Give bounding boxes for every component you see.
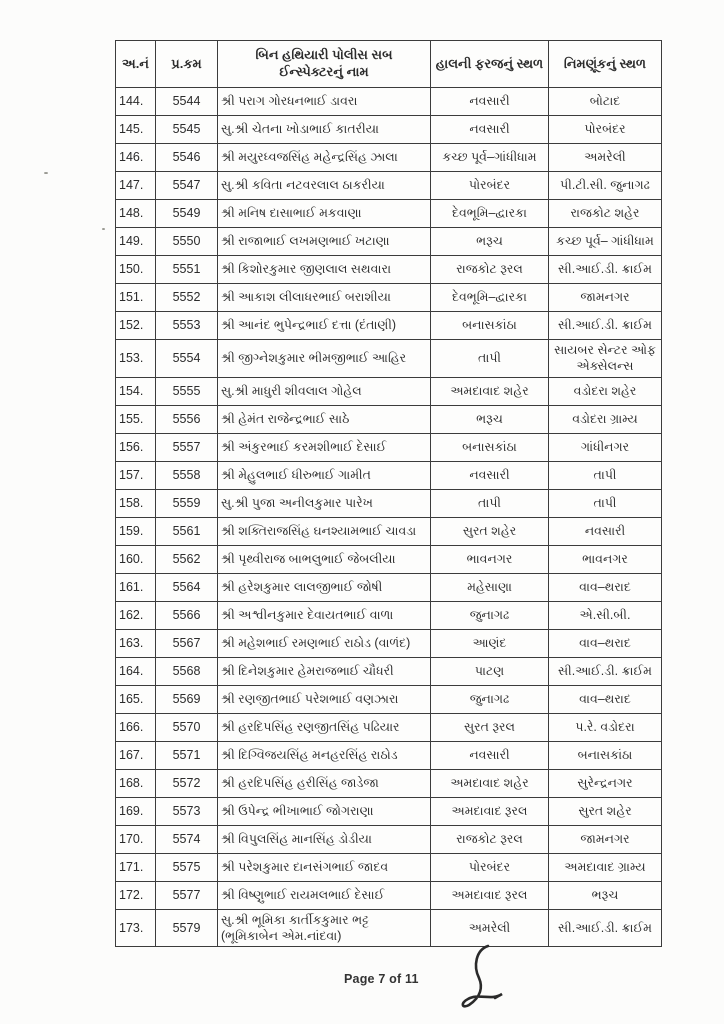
psi-name-cell: શ્રી મયુરધ્વજસિંહ મહેન્દ્રસિંહ ઝાલા bbox=[218, 144, 431, 172]
psi-name-cell: શ્રી હરદિપસિંહ રણજીતસિંહ પઢિયાર bbox=[218, 713, 431, 741]
appointment-place-cell: કચ્છ પૂર્વ– ગાંધીધામ bbox=[549, 228, 662, 256]
appointment-place-cell: વાવ–થરાદ bbox=[549, 573, 662, 601]
current-duty-place-cell: રાજકોટ રૂરલ bbox=[431, 256, 549, 284]
current-duty-place-cell: જુનાગઢ bbox=[431, 601, 549, 629]
signature-icon bbox=[448, 942, 510, 1018]
psi-name-cell: શ્રી ઉપેન્દ્ર ભીખાભાઈ જોગરાણા bbox=[218, 797, 431, 825]
appointment-place-cell: જામનગર bbox=[549, 284, 662, 312]
psi-name-cell: સુ.શ્રી ચેતના ખોડાભાઈ કાતરીયા bbox=[218, 116, 431, 144]
appointment-place-cell: વડોદરા ગ્રામ્ય bbox=[549, 405, 662, 433]
table-row bbox=[116, 284, 662, 312]
table-row bbox=[116, 573, 662, 601]
order-no-cell: 5547 bbox=[156, 172, 218, 200]
serial-no-cell: 155. bbox=[116, 405, 156, 433]
psi-name-cell: સુ.શ્રી માધુરી શીવલાલ ગોહેલ bbox=[218, 377, 431, 405]
psi-name-cell: શ્રી વિપુલસિંહ માનસિંહ ડોડીયા bbox=[218, 825, 431, 853]
appointment-place-cell: જામનગર bbox=[549, 825, 662, 853]
current-duty-place-cell: તાપી bbox=[431, 489, 549, 517]
serial-no-cell: 161. bbox=[116, 573, 156, 601]
current-duty-place-cell: દેવભૂમિ–દ્વારકા bbox=[431, 200, 549, 228]
table-row bbox=[116, 340, 662, 378]
order-no-cell: 5549 bbox=[156, 200, 218, 228]
appointment-place-cell: તાપી bbox=[549, 461, 662, 489]
table-row bbox=[116, 312, 662, 340]
appointment-place-cell: પી.ટી.સી. જુનાગઢ bbox=[549, 172, 662, 200]
serial-no-cell: 167. bbox=[116, 741, 156, 769]
serial-no-cell: 146. bbox=[116, 144, 156, 172]
col-header-order-no: પ્ર.કમ bbox=[156, 41, 218, 88]
appointment-place-cell: વાવ–થરાદ bbox=[549, 685, 662, 713]
table-row bbox=[116, 405, 662, 433]
table-row bbox=[116, 200, 662, 228]
scan-speck bbox=[44, 172, 48, 174]
psi-name-cell: શ્રી મનિષ દાસાભાઈ મકવાણા bbox=[218, 200, 431, 228]
table-row bbox=[116, 881, 662, 909]
table-row bbox=[116, 256, 662, 284]
current-duty-place-cell: બનાસકાંઠા bbox=[431, 312, 549, 340]
serial-no-cell: 162. bbox=[116, 601, 156, 629]
order-no-cell: 5561 bbox=[156, 517, 218, 545]
table-row bbox=[116, 769, 662, 797]
current-duty-place-cell: સુરત રૂરલ bbox=[431, 713, 549, 741]
appointment-place-cell: બોટાદ bbox=[549, 88, 662, 116]
current-duty-place-cell: બનાસકાંઠા bbox=[431, 433, 549, 461]
serial-no-cell: 173. bbox=[116, 909, 156, 947]
appointment-place-cell: સી.આઈ.ડી. ક્રાઈમ bbox=[549, 312, 662, 340]
appointment-place-cell: બનાસકાંઠા bbox=[549, 741, 662, 769]
appointment-place-cell: સી.આઈ.ડી. ક્રાઈમ bbox=[549, 657, 662, 685]
scan-speck bbox=[102, 228, 105, 230]
serial-no-cell: 163. bbox=[116, 629, 156, 657]
order-no-cell: 5556 bbox=[156, 405, 218, 433]
current-duty-place-cell: અમરેલી bbox=[431, 909, 549, 947]
appointment-place-cell: સુરેન્દ્રનગર bbox=[549, 769, 662, 797]
current-duty-place-cell: કચ્છ પૂર્વ–ગાંધીધામ bbox=[431, 144, 549, 172]
table-row bbox=[116, 741, 662, 769]
order-no-cell: 5574 bbox=[156, 825, 218, 853]
table-row bbox=[116, 545, 662, 573]
current-duty-place-cell: પોરબંદર bbox=[431, 853, 549, 881]
psi-name-cell: શ્રી અશ્વીનકુમાર દેવાયતભાઈ વાળા bbox=[218, 601, 431, 629]
order-no-cell: 5567 bbox=[156, 629, 218, 657]
appointment-place-cell: સાયબર સેન્ટર ઓફ એક્સેલન્સ bbox=[549, 340, 662, 378]
serial-no-cell: 168. bbox=[116, 769, 156, 797]
order-no-cell: 5544 bbox=[156, 88, 218, 116]
current-duty-place-cell: નવસારી bbox=[431, 461, 549, 489]
psi-name-cell: શ્રી આકાશ લીલાધરભાઈ બરાશીયા bbox=[218, 284, 431, 312]
serial-no-cell: 149. bbox=[116, 228, 156, 256]
order-no-cell: 5579 bbox=[156, 909, 218, 947]
serial-no-cell: 157. bbox=[116, 461, 156, 489]
serial-no-cell: 151. bbox=[116, 284, 156, 312]
psi-name-cell: શ્રી દિગ્વિજયસિંહ મનહરસિંહ રાઠોડ bbox=[218, 741, 431, 769]
psi-name-cell: શ્રી અંકુરભાઈ કરમશીભાઈ દેસાઈ bbox=[218, 433, 431, 461]
psi-name-cell: શ્રી મહેશભાઈ રમણભાઈ રાઠોડ (વાળંદ) bbox=[218, 629, 431, 657]
appointment-place-cell: નવસારી bbox=[549, 517, 662, 545]
order-no-cell: 5572 bbox=[156, 769, 218, 797]
serial-no-cell: 147. bbox=[116, 172, 156, 200]
serial-no-cell: 172. bbox=[116, 881, 156, 909]
serial-no-cell: 150. bbox=[116, 256, 156, 284]
psi-name-cell: શ્રી હેમંત રાજેન્દ્રભાઈ સાઠે bbox=[218, 405, 431, 433]
order-no-cell: 5558 bbox=[156, 461, 218, 489]
psi-name-cell: શ્રી કિશોરકુમાર જીણલાલ સથવારા bbox=[218, 256, 431, 284]
order-no-cell: 5559 bbox=[156, 489, 218, 517]
appointment-place-cell: અમદાવાદ ગ્રામ્ય bbox=[549, 853, 662, 881]
appointment-place-cell: સુરત શહેર bbox=[549, 797, 662, 825]
appointment-place-cell: ભાવનગર bbox=[549, 545, 662, 573]
table-row bbox=[116, 657, 662, 685]
current-duty-place-cell: ભરૂચ bbox=[431, 405, 549, 433]
psi-name-cell: શ્રી પરેશકુમાર દાનસંગભાઈ જાદવ bbox=[218, 853, 431, 881]
psi-name-cell: શ્રી મેહુલભાઈ ધીરુભાઈ ગામીત bbox=[218, 461, 431, 489]
table-row bbox=[116, 797, 662, 825]
order-no-cell: 5553 bbox=[156, 312, 218, 340]
table-row bbox=[116, 489, 662, 517]
current-duty-place-cell: રાજકોટ રૂરલ bbox=[431, 825, 549, 853]
serial-no-cell: 154. bbox=[116, 377, 156, 405]
order-no-cell: 5575 bbox=[156, 853, 218, 881]
col-header-serial-no: અ.નં bbox=[116, 41, 156, 88]
current-duty-place-cell: અમદાવાદ રૂરલ bbox=[431, 797, 549, 825]
serial-no-cell: 145. bbox=[116, 116, 156, 144]
psi-name-cell: શ્રી પૃથ્વીરાજ બાભલુભાઈ જેબલીયા bbox=[218, 545, 431, 573]
page-number: Page 7 of 11 bbox=[344, 972, 419, 986]
table-row bbox=[116, 909, 662, 947]
table-row bbox=[116, 601, 662, 629]
table-row bbox=[116, 172, 662, 200]
order-no-cell: 5550 bbox=[156, 228, 218, 256]
order-no-cell: 5555 bbox=[156, 377, 218, 405]
serial-no-cell: 170. bbox=[116, 825, 156, 853]
current-duty-place-cell: સુરત શહેર bbox=[431, 517, 549, 545]
table-row bbox=[116, 116, 662, 144]
serial-no-cell: 165. bbox=[116, 685, 156, 713]
appointment-place-cell: સી.આઈ.ડી. ક્રાઈમ bbox=[549, 909, 662, 947]
table-row bbox=[116, 144, 662, 172]
table-row bbox=[116, 228, 662, 256]
order-no-cell: 5546 bbox=[156, 144, 218, 172]
serial-no-cell: 166. bbox=[116, 713, 156, 741]
table-row bbox=[116, 825, 662, 853]
current-duty-place-cell: અમદાવાદ શહેર bbox=[431, 377, 549, 405]
order-no-cell: 5545 bbox=[156, 116, 218, 144]
psi-name-cell: શ્રી વિષ્ણુભાઈ રાયમલભાઈ દેસાઈ bbox=[218, 881, 431, 909]
order-no-cell: 5557 bbox=[156, 433, 218, 461]
table-header-row bbox=[116, 41, 662, 88]
order-no-cell: 5573 bbox=[156, 797, 218, 825]
psi-name-cell: શ્રી પરાગ ગોરધનભાઈ ડાવરા bbox=[218, 88, 431, 116]
psi-name-cell: સુ.શ્રી કવિતા નટવરલાલ ઠાકરીયા bbox=[218, 172, 431, 200]
current-duty-place-cell: નવસારી bbox=[431, 88, 549, 116]
order-no-cell: 5577 bbox=[156, 881, 218, 909]
posting-table bbox=[115, 40, 662, 947]
table-row bbox=[116, 377, 662, 405]
current-duty-place-cell: જુનાગઢ bbox=[431, 685, 549, 713]
table-row bbox=[116, 685, 662, 713]
order-no-cell: 5554 bbox=[156, 340, 218, 378]
serial-no-cell: 159. bbox=[116, 517, 156, 545]
appointment-place-cell: રાજકોટ શહેર bbox=[549, 200, 662, 228]
psi-name-cell: સુ.શ્રી ભૂમિકા કાર્તીકકુમાર ભટ્ટ (ભૂમિકાબેન એમ.નાંદવા) bbox=[218, 909, 431, 947]
serial-no-cell: 153. bbox=[116, 340, 156, 378]
current-duty-place-cell: આણંદ bbox=[431, 629, 549, 657]
order-no-cell: 5552 bbox=[156, 284, 218, 312]
appointment-place-cell: એ.સી.બી. bbox=[549, 601, 662, 629]
appointment-place-cell: વાવ–થરાદ bbox=[549, 629, 662, 657]
current-duty-place-cell: દેવભૂમિ–દ્વારકા bbox=[431, 284, 549, 312]
table-row bbox=[116, 461, 662, 489]
order-no-cell: 5569 bbox=[156, 685, 218, 713]
psi-name-cell: શ્રી જીગ્નેશકુમાર ભીમજીભાઈ આહિર bbox=[218, 340, 431, 378]
current-duty-place-cell: પોરબંદર bbox=[431, 172, 549, 200]
order-no-cell: 5570 bbox=[156, 713, 218, 741]
psi-name-cell: શ્રી શક્તિરાજસિંહ ઘનશ્યામભાઈ ચાવડા bbox=[218, 517, 431, 545]
table-row bbox=[116, 88, 662, 116]
psi-name-cell: સુ.શ્રી પુજા અનીલકુમાર પારેખ bbox=[218, 489, 431, 517]
table-row bbox=[116, 629, 662, 657]
serial-no-cell: 158. bbox=[116, 489, 156, 517]
table-row bbox=[116, 853, 662, 881]
order-no-cell: 5551 bbox=[156, 256, 218, 284]
order-no-cell: 5566 bbox=[156, 601, 218, 629]
serial-no-cell: 164. bbox=[116, 657, 156, 685]
appointment-place-cell: ગાંધીનગર bbox=[549, 433, 662, 461]
psi-name-cell: શ્રી રણજીતભાઈ પરેશભાઈ વણઝારા bbox=[218, 685, 431, 713]
appointment-place-cell: અમરેલી bbox=[549, 144, 662, 172]
col-header-appointment-place: નિમણૂંકનું સ્થળ bbox=[549, 41, 662, 88]
table-row bbox=[116, 433, 662, 461]
appointment-place-cell: તાપી bbox=[549, 489, 662, 517]
current-duty-place-cell: તાપી bbox=[431, 340, 549, 378]
serial-no-cell: 144. bbox=[116, 88, 156, 116]
serial-no-cell: 169. bbox=[116, 797, 156, 825]
current-duty-place-cell: નવસારી bbox=[431, 116, 549, 144]
order-no-cell: 5564 bbox=[156, 573, 218, 601]
appointment-place-cell: પ.રે. વડોદરા bbox=[549, 713, 662, 741]
appointment-place-cell: ભરૂચ bbox=[549, 881, 662, 909]
serial-no-cell: 160. bbox=[116, 545, 156, 573]
psi-name-cell: શ્રી રાજાભાઈ લખમણભાઈ ખટાણા bbox=[218, 228, 431, 256]
psi-name-cell: શ્રી દિનેશકુમાર હેમરાજભાઈ ચૌધરી bbox=[218, 657, 431, 685]
table-row bbox=[116, 517, 662, 545]
psi-name-cell: શ્રી આનંદ ભુપેન્દ્રભાઈ દત્તા (દંતાણી) bbox=[218, 312, 431, 340]
serial-no-cell: 152. bbox=[116, 312, 156, 340]
psi-name-cell: શ્રી હરદિપસિંહ હરીસિંહ જાડેજા bbox=[218, 769, 431, 797]
appointment-place-cell: પોરબંદર bbox=[549, 116, 662, 144]
current-duty-place-cell: અમદાવાદ રૂરલ bbox=[431, 881, 549, 909]
order-no-cell: 5571 bbox=[156, 741, 218, 769]
table-row bbox=[116, 713, 662, 741]
col-header-psi-name: બિન હથિયારી પોલીસ સબ ઈન્સ્પેક્ટરનું નામ bbox=[218, 41, 431, 88]
current-duty-place-cell: નવસારી bbox=[431, 741, 549, 769]
psi-name-cell: શ્રી હરેશકુમાર લાલજીભાઈ જોષી bbox=[218, 573, 431, 601]
appointment-place-cell: સી.આઈ.ડી. ક્રાઈમ bbox=[549, 256, 662, 284]
current-duty-place-cell: અમદાવાદ શહેર bbox=[431, 769, 549, 797]
current-duty-place-cell: મહેસાણા bbox=[431, 573, 549, 601]
order-no-cell: 5568 bbox=[156, 657, 218, 685]
current-duty-place-cell: ભરૂચ bbox=[431, 228, 549, 256]
serial-no-cell: 156. bbox=[116, 433, 156, 461]
serial-no-cell: 171. bbox=[116, 853, 156, 881]
appointment-place-cell: વડોદરા શહેર bbox=[549, 377, 662, 405]
order-no-cell: 5562 bbox=[156, 545, 218, 573]
col-header-current-duty-place: હાલની ફરજનું સ્થળ bbox=[431, 41, 549, 88]
serial-no-cell: 148. bbox=[116, 200, 156, 228]
current-duty-place-cell: પાટણ bbox=[431, 657, 549, 685]
current-duty-place-cell: ભાવનગર bbox=[431, 545, 549, 573]
